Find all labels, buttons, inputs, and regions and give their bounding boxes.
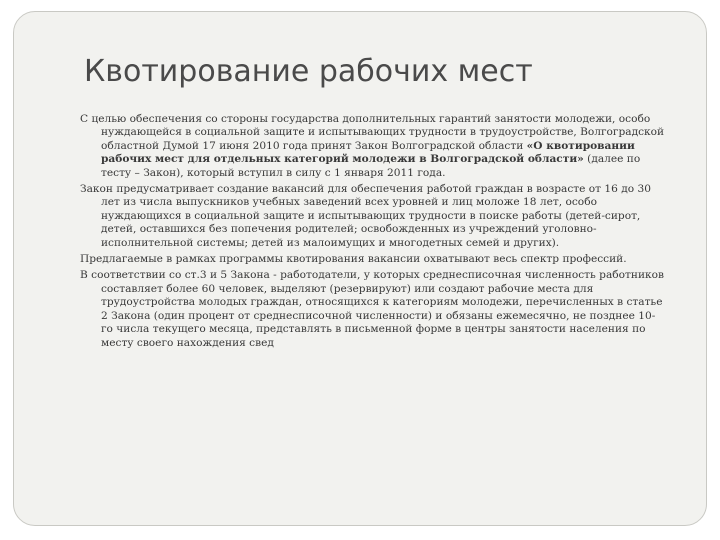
slide-title: Квотирование рабочих мест [84,54,533,89]
paragraph-professions: Предлагаемые в рамках программы квотирования вакансии охватывают весь спектр профессий. [80,253,627,266]
paragraph-employers: В соответствии со ст.3 и 5 Закона - работодатели, у которых среднесписочная численность работников составляет более 60 человек, выделяют (резервируют) или создают рабочие места для трудоустройства молодых граждан, относящихся к категориям молодежи, перечисленных в статье 2 Закона (один процент от среднесписочной численности) и обязаны ежемесячно, не позднее 10-го числа текущего месяца, представлять в письменной форме в центры занятости населения по месту своего нахождения свед [80,269,664,349]
paragraph-provisions: Закон предусматривает создание вакансий для обеспечения работой граждан в возрасте от 16 до 30 лет из числа выпускников учебных заведений всех уровней и лиц моложе 18 лет, особо нуждающихся в социальной защите и испытывающих трудности в поиске работы (детей-сирот, детей, оставшихся без попечения родителей; освобожденных из учреждений уголовно-исполнительной системы; детей из малоимущих и многодетных семей и других). [80,183,651,249]
paragraph-purpose [80,113,666,180]
slide-body [80,113,666,353]
paragraph-purpose-text: С целью обеспечения со стороны государства дополнительных гарантий занятости молодежи, особо нуждающейся в социальной защите и испытывающих трудности в трудоустройстве, Волгоградской областной Думой 17 июня 2010 года принят Закон Волгоградской области [80,113,665,152]
paragraph-purpose-tail: (далее по тесту – Закон), который вступил в силу с 1 января 2011 года. [101,153,641,179]
law-title: «О квотировании рабочих мест для отдельных категорий молодежи в Волгоградской области» [101,139,635,166]
